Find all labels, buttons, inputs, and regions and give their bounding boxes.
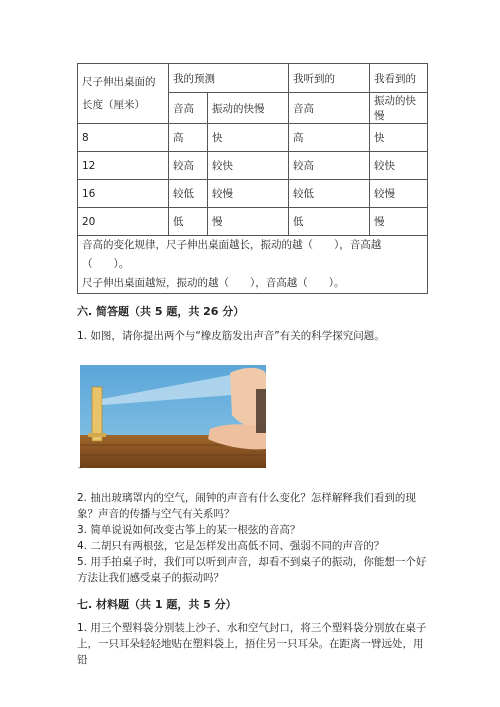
image-dash: – xyxy=(78,463,82,472)
table-cell: 16 xyxy=(78,180,169,208)
table-cell: 较低 xyxy=(169,180,208,208)
table-cell: 快 xyxy=(370,124,428,152)
table-cell: 较快 xyxy=(208,152,289,180)
table-cell: 较快 xyxy=(370,152,428,180)
table-cell: 较高 xyxy=(169,152,208,180)
sub-header: 振动的快慢 xyxy=(208,93,289,124)
table-cell: 高 xyxy=(289,124,370,152)
group-header-seen: 我看到的 xyxy=(370,64,428,93)
table-cell: 低 xyxy=(169,208,208,236)
table-cell: 慢 xyxy=(208,208,289,236)
group-header-prediction: 我的预测 xyxy=(169,64,289,93)
table-row xyxy=(78,208,428,236)
section6-q3: 3. 简单说说如何改变古筝上的某一根弦的音高？ xyxy=(77,524,301,536)
experiment-table xyxy=(77,63,428,294)
sub-header: 音高 xyxy=(289,93,370,124)
table-row xyxy=(78,124,428,152)
table-cell: 较低 xyxy=(289,180,370,208)
table-cell: 较慢 xyxy=(208,180,289,208)
table-cell: 20 xyxy=(78,208,169,236)
table-cell: 较高 xyxy=(289,152,370,180)
sub-header: 振动的快慢 xyxy=(370,93,428,124)
table-cell: 高 xyxy=(169,124,208,152)
table-cell: 8 xyxy=(78,124,169,152)
section6-q1: 1. 如图，请你提出两个与“橡皮筋发出声音”有关的科学探究问题。 xyxy=(77,330,385,342)
table-note-line2: 尺子伸出桌面越短，振动的越（ ），音高越（ ）。 xyxy=(82,277,345,289)
table-row xyxy=(78,180,428,208)
table-note xyxy=(78,236,428,294)
col1-header-line1: 尺子伸出桌面的 xyxy=(82,75,156,88)
table-note-line1: 音高的变化规律，尺子伸出桌面越长，振动的越（ ），音高越（ ）。 xyxy=(82,239,382,270)
table-cell: 12 xyxy=(78,152,169,180)
table-cell: 较慢 xyxy=(370,180,428,208)
table-cell: 低 xyxy=(289,208,370,236)
ruler-photo xyxy=(80,365,266,468)
table-cell: 慢 xyxy=(370,208,428,236)
section7-q1: 1. 用三个塑料袋分别装上沙子、水和空气封口，将三个塑料袋分别放在桌子上，一只耳朵轻轻地贴在塑料袋上，捂住另一只耳朵。在距离一臂远处，用铅 xyxy=(77,622,427,666)
section7-title: 七. 材料题（共 1 题，共 5 分） xyxy=(77,598,237,611)
sub-header: 音高 xyxy=(169,93,208,124)
ruler-photo-illustration xyxy=(80,365,266,468)
group-header-heard: 我听到的 xyxy=(289,64,370,93)
col1-header-line2: 长度（厘米） xyxy=(82,98,145,111)
table-row xyxy=(78,152,428,180)
section6-title: 六. 简答题（共 5 题，共 26 分） xyxy=(77,305,245,318)
table-cell: 快 xyxy=(208,124,289,152)
section6-q4: 4. 二胡只有两根弦，它是怎样发出高低不同、强弱不同的声音的？ xyxy=(77,540,385,552)
section6-q5: 5. 用手拍桌子时，我们可以听到声音，却看不到桌子的振动，你能想一个好方法让我们感受桌子的振动吗？ xyxy=(77,556,427,584)
col1-header xyxy=(78,64,169,124)
section6-q2: 2. 抽出玻璃罩内的空气，闹钟的声音有什么变化？怎样解释我们看到的现象？声音的传播与空气有关系吗？ xyxy=(77,492,416,520)
